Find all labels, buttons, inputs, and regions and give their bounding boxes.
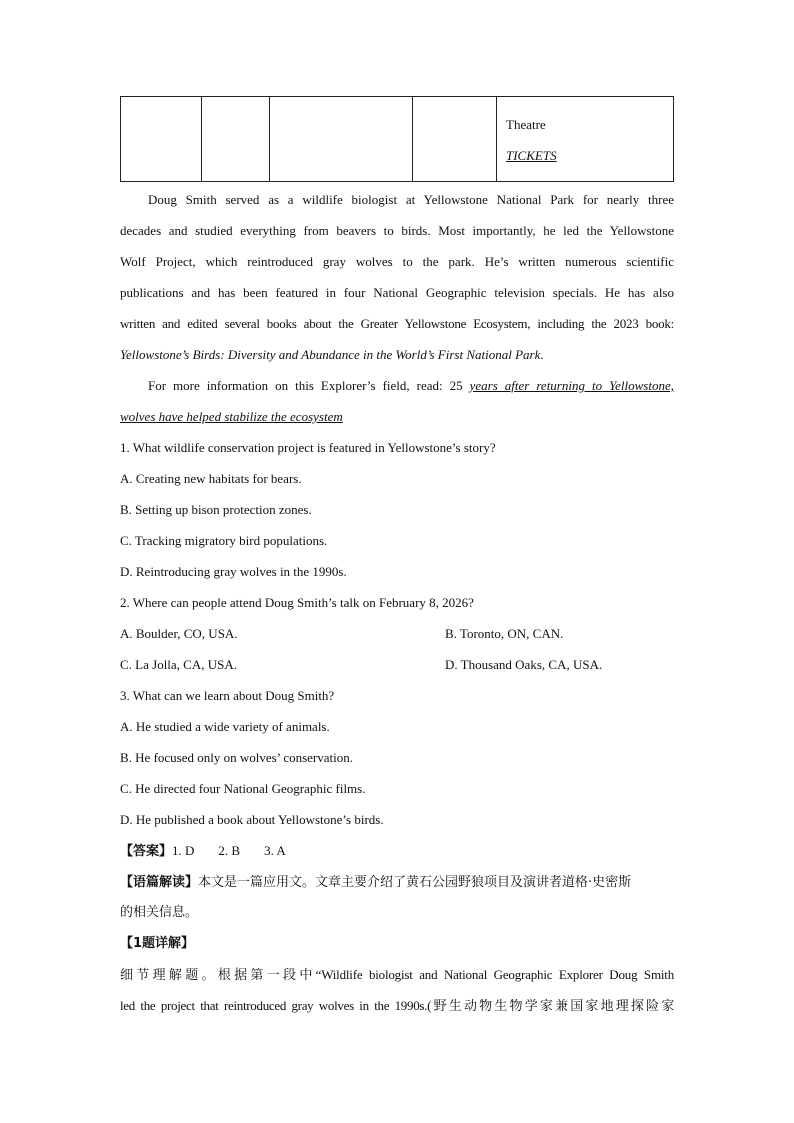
table-cell	[121, 97, 202, 182]
detail-label: 【1题详解】	[120, 936, 195, 951]
question-2-options-row-1	[120, 618, 674, 649]
detail-line-1: 细节理解题。根据第一段中“Wildlife biologist and National Geographic Explorer Doug Smith	[120, 967, 674, 982]
question-2-options-row-2	[120, 649, 674, 680]
more-info-line	[120, 370, 674, 401]
more-info-line-2	[120, 401, 674, 432]
article-link-continued[interactable]: wolves have helped stabilize the ecosystem	[120, 409, 343, 424]
question-3-option-c: C. He directed four National Geographic films.	[120, 781, 366, 796]
more-info-text: For more information on this Explorer’s field, read: 25	[148, 378, 470, 393]
question-3-stem: 3. What can we learn about Doug Smith?	[120, 688, 335, 703]
book-title: Yellowstone’s Birds: Diversity and Abundance in the World’s First National Park	[120, 347, 541, 362]
venue-text: Theatre	[506, 117, 546, 132]
question-3-option-d: D. He published a book about Yellowstone’s birds.	[120, 812, 384, 827]
question-1-option-a: A. Creating new habitats for bears.	[120, 471, 302, 486]
question-1-option-c: C. Tracking migratory bird populations.	[120, 533, 328, 548]
table-row	[121, 97, 674, 182]
table-cell	[413, 97, 497, 182]
reading-line-2: 的相关信息。	[120, 905, 199, 920]
punctuation: .	[540, 347, 544, 362]
bio-line: Wolf Project, which reintroduced gray wolves to the park. He’s written numerous scientific	[120, 254, 674, 269]
table-cell	[497, 97, 674, 182]
question-1-option-d: D. Reintroducing gray wolves in the 1990s.	[120, 564, 347, 579]
bio-line: written and edited several books about the Greater Yellowstone Ecosystem, including the 2023 book:	[120, 316, 674, 331]
event-table	[120, 96, 674, 182]
answer-label: 【答案】	[120, 844, 173, 859]
question-1-option-b: B. Setting up bison protection zones.	[120, 502, 312, 517]
question-3-option-a: A. He studied a wide variety of animals.	[120, 719, 330, 734]
question-2-option-d: D. Thousand Oaks, CA, USA.	[445, 657, 603, 672]
table-cell	[202, 97, 270, 182]
reading-text: 本文是一篇应用文。文章主要介绍了黄石公园野狼项目及演讲者道格·史密斯	[198, 875, 632, 890]
question-3-option-b: B. He focused only on wolves’ conservation.	[120, 750, 353, 765]
answer-2: 2. B	[218, 843, 241, 858]
bio-line: decades and studied everything from beavers to birds. Most importantly, he led the Yellowstone	[120, 223, 674, 238]
tickets-link[interactable]: TICKETS	[506, 148, 557, 163]
answer-line	[120, 835, 674, 866]
answer-1: 1. D	[172, 843, 195, 858]
bio-line: Doug Smith served as a wildlife biologist at Yellowstone National Park for nearly three	[148, 192, 674, 207]
article-link[interactable]: years after returning to Yellowstone,	[469, 378, 674, 393]
bio-line: publications and has been featured in four National Geographic television specials. He has also	[120, 285, 674, 300]
document-page	[120, 96, 674, 1021]
question-2-option-b: B. Toronto, ON, CAN.	[445, 626, 564, 641]
question-1-stem: 1. What wildlife conservation project is featured in Yellowstone’s story?	[120, 440, 496, 455]
book-title-line	[120, 339, 674, 370]
reading-line-1	[120, 866, 674, 897]
table-cell	[270, 97, 413, 182]
question-2-option-a: A. Boulder, CO, USA.	[120, 626, 238, 641]
reading-label: 【语篇解读】	[120, 875, 199, 890]
detail-line-2: led the project that reintroduced gray wolves in the 1990s.(野生动物生物学家兼国家地理探险家	[120, 998, 674, 1013]
question-2-stem: 2. Where can people attend Doug Smith’s talk on February 8, 2026?	[120, 595, 474, 610]
answer-3: 3. A	[264, 843, 286, 858]
question-2-option-c: C. La Jolla, CA, USA.	[120, 657, 237, 672]
